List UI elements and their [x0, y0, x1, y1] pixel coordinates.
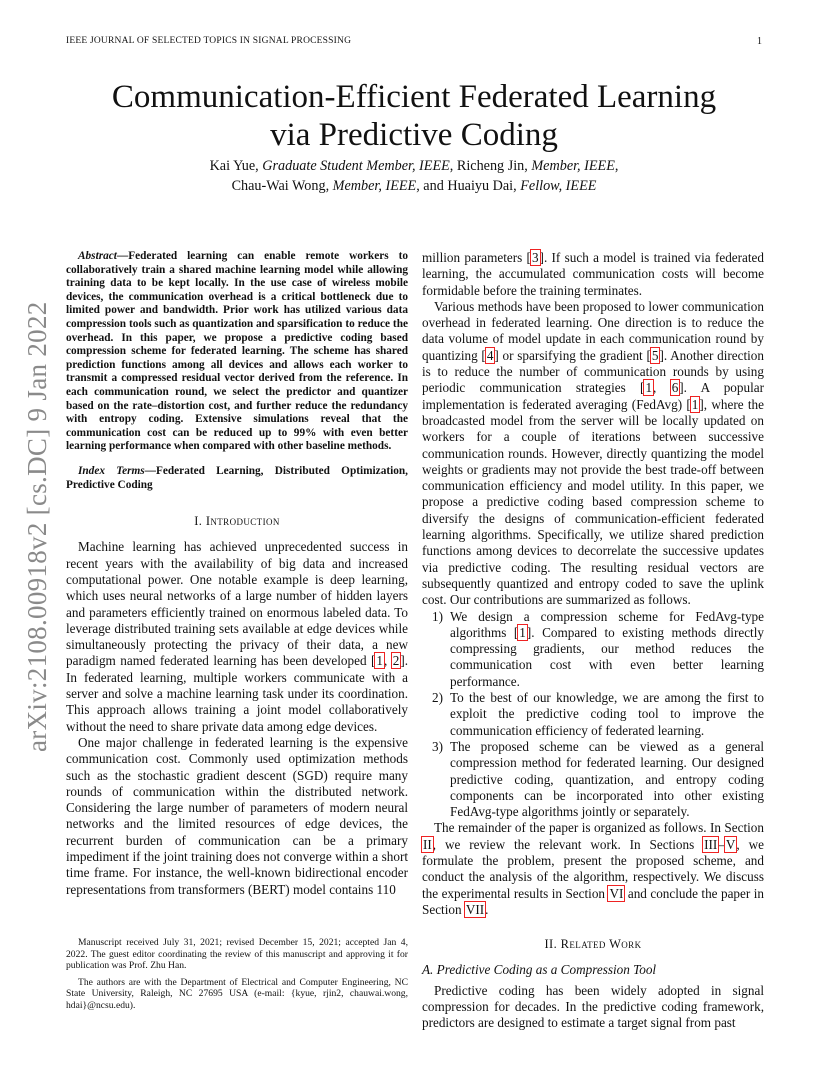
- author-role: Fellow, IEEE: [520, 178, 597, 194]
- citation-link[interactable]: 5: [651, 347, 659, 363]
- section-heading-related-work: II. Related Work: [544, 937, 642, 952]
- index-terms-text: —Federated Learning, Distributed Optimization, Predictive Coding: [66, 464, 408, 491]
- citation-link[interactable]: 3: [531, 250, 539, 265]
- list-number: 2): [432, 690, 443, 706]
- citation-link[interactable]: 1: [691, 396, 699, 412]
- title-line-1: Communication-Efficient Federated Learning: [111, 79, 717, 115]
- section-heading-introduction: I. Introduction: [194, 514, 280, 529]
- footnote: [66, 937, 408, 1012]
- author-text: ,: [614, 158, 619, 174]
- paragraph-text: The remainder of the paper is organized as follows. In Section: [434, 820, 764, 836]
- list-item: [422, 609, 764, 690]
- list-number: 1): [432, 608, 443, 624]
- list-item: [422, 739, 764, 820]
- author-role: Member, IEEE: [332, 178, 417, 194]
- list-text: The proposed scheme can be viewed as a general compression method for federated learning. Our designed predictive coding, quantization, and entropy coding components can be incorporated into other existing FedAvg-type algorithms jointly or separately.: [450, 738, 764, 820]
- paragraph-text: Various methods have been proposed to lower communication overhead in federated learning. One direction is to reduce the data volume of model update in each communication round by quantizing [: [422, 298, 764, 363]
- section-link[interactable]: V: [725, 836, 736, 852]
- right-column: [422, 250, 764, 1032]
- citation-link[interactable]: 1: [519, 624, 526, 640]
- author-text: , Richeng Jin,: [449, 158, 532, 174]
- abstract-label: Abstract: [78, 250, 117, 262]
- index-terms-label: Index Terms: [78, 464, 145, 477]
- left-column: [66, 250, 408, 898]
- paragraph-text: ]. In federated learning, multiple workers communicate with a server and solve a machine learning task under its coordination. This approach allows training a joint model collaboratively without the need to share private data among edge devices.: [66, 653, 409, 734]
- citation-link[interactable]: 6: [671, 380, 679, 396]
- section-link[interactable]: VI: [609, 885, 624, 901]
- paragraph-text: ], where the broadcasted model from the server will be locally updated on workers for a couple of iterations between successive communication rounds. However, directly quantizing the model weights or gradients may not provide the best trade-off between communication efficiency and model utility. In this paper, we propose a predictive coding based compression scheme to diversify the designs of communication-efficient federated learning algorithms. Specifically, we utilize shared prediction functions among devices to decorrelate the successive updates via predictive coding. The resulting residual vectors are subsequently quantized and entropy coded to save the uplink cost. Our contributions are summarized as follows.: [422, 396, 765, 608]
- footnote-manuscript: Manuscript received July 31, 2021; revised December 15, 2021; accepted Jan 4, 2022. The guest editor coordinating the review of this manuscript and approving it for publication was Prof. Zhu Han.: [66, 937, 408, 972]
- title-line-2: via Predictive Coding: [270, 117, 558, 153]
- author-text: Chau-Wai Wong,: [231, 178, 333, 194]
- paragraph-text: ,: [653, 380, 671, 396]
- intro-paragraph-2: One major challenge in federated learning is the expensive communication cost. Commonly used optimization methods such as the stochastic gradient descent (SGD) require many rounds of communication within the distributed network. Considering the large number of parameters of modern neural networks and the limited resources of edge devices, the recurrent burden of communication can be a primary impediment if the joint training does not converge within a short time frame. For instance, the well-known bidirectional encoder representations from transformers (BERT) model contains 110: [66, 734, 408, 897]
- paper-title: [66, 78, 762, 154]
- paragraph-text: ]. If such a model is trained via federated learning, the accumulated communication costs will become formidable before the training terminates.: [422, 250, 764, 298]
- paragraph-text: .: [485, 901, 489, 917]
- contributions-list: [422, 609, 764, 821]
- list-text: To the best of our knowledge, we are among the first to exploit the predictive coding tool to improve the communication efficiency of federated learning.: [450, 690, 764, 738]
- page-number: 1: [757, 36, 762, 47]
- running-header: IEEE JOURNAL OF SELECTED TOPICS IN SIGNAL PROCESSING: [66, 36, 352, 46]
- arxiv-side-identifier[interactable]: arXiv:2108.00918v2 [cs.DC] 9 Jan 2022: [22, 301, 52, 752]
- section-link[interactable]: II: [423, 836, 432, 852]
- right-paragraph-3: [422, 820, 764, 918]
- author-text: Kai Yue,: [209, 158, 263, 174]
- subsection-heading: A. Predictive Coding as a Compression Tool: [422, 962, 657, 978]
- author-list: [66, 156, 762, 196]
- paragraph-text: , we formulate the problem, present the proposed scheme, and conduct the analysis of the algorithm, respectively. We discuss the experimental results in Section: [422, 836, 764, 901]
- list-item: [422, 690, 764, 739]
- section-link[interactable]: VII: [465, 901, 485, 917]
- right-paragraph-2: [422, 299, 764, 609]
- right-paragraph-1: [422, 250, 764, 299]
- citation-link[interactable]: 2: [392, 653, 400, 669]
- paragraph-text: Machine learning has achieved unprecedented success in recent years with the availability of big data and increased computational power. One notable example is deep learning, which uses neural networks of a large number of hidden layers and parameters efficiently trained on enormous labeled data. To leverage distributed training sets available at edge devices while simultaneously protecting the privacy of their data, a new paradigm named federated learning has been developed [: [66, 539, 408, 669]
- index-terms: [66, 465, 408, 492]
- list-number: 3): [432, 738, 443, 754]
- citation-link[interactable]: 1: [645, 380, 653, 396]
- list-text: We design a compression scheme for FedAvg-type algorithms [: [450, 608, 764, 640]
- paragraph-text: ] or sparsifying the gradient [: [494, 347, 651, 363]
- right-paragraph-4: Predictive coding has been widely adopted in signal compression for decades. In the predictive coding framework, predictors are designed to estimate a target signal from past: [422, 982, 764, 1031]
- paragraph-text: and conclude the paper in Section: [422, 885, 764, 917]
- paragraph-text: ]. Another direction is to reduce the number of communication rounds by using periodic communication strategies [: [422, 347, 764, 396]
- paragraph-text: ]. A popular implementation is federated averaging (FedAvg) [: [422, 380, 764, 412]
- author-role: Graduate Student Member, IEEE: [262, 158, 450, 174]
- paragraph-text: ,: [383, 653, 392, 669]
- citation-link[interactable]: 4: [486, 347, 494, 363]
- list-text: ]. Compared to existing methods directly compressing gradients, our method reduces the communication cost with even better learning performance.: [450, 624, 764, 689]
- paragraph-text: million parameters [: [422, 250, 531, 265]
- citation-link[interactable]: 1: [376, 653, 383, 669]
- author-text: , and Huaiyu Dai,: [416, 178, 521, 194]
- author-role: Member, IEEE: [531, 158, 615, 174]
- section-link[interactable]: III: [704, 836, 718, 852]
- footnote-affiliation: The authors are with the Department of Electrical and Computer Engineering, NC State University, Raleigh, NC 27695 USA (e-mail: {kyue, rjin2, chauwai.wong, hdai}@ncsu.edu).: [66, 976, 408, 1011]
- abstract: [66, 250, 408, 454]
- paragraph-text: –: [718, 836, 725, 852]
- abstract-text: —Federated learning can enable remote workers to collaboratively train a shared machine learning model while allowing training data to be kept locally. In the use case of wireless mobile devices, the communication overhead is a critical bottleneck due to limited power and bandwidth. Prior work has utilized various data compression tools such as quantization and sparsification to reduce the overhead. In this paper, we propose a predictive coding based compression scheme for federated learning. The scheme has shared prediction functions among all devices and allows each worker to transmit a compressed residual vector derived from the reference. In each communication round, we select the predictor and quantizer based on the rate–distortion cost, and further reduce the redundancy with entropy coding. Extensive simulations reveal that the communication cost can be reduced up to 99% with even better learning performance when compared with other baseline methods.: [66, 250, 408, 453]
- intro-paragraph-1: [66, 539, 408, 735]
- paragraph-text: , we review the relevant work. In Sections: [432, 836, 704, 852]
